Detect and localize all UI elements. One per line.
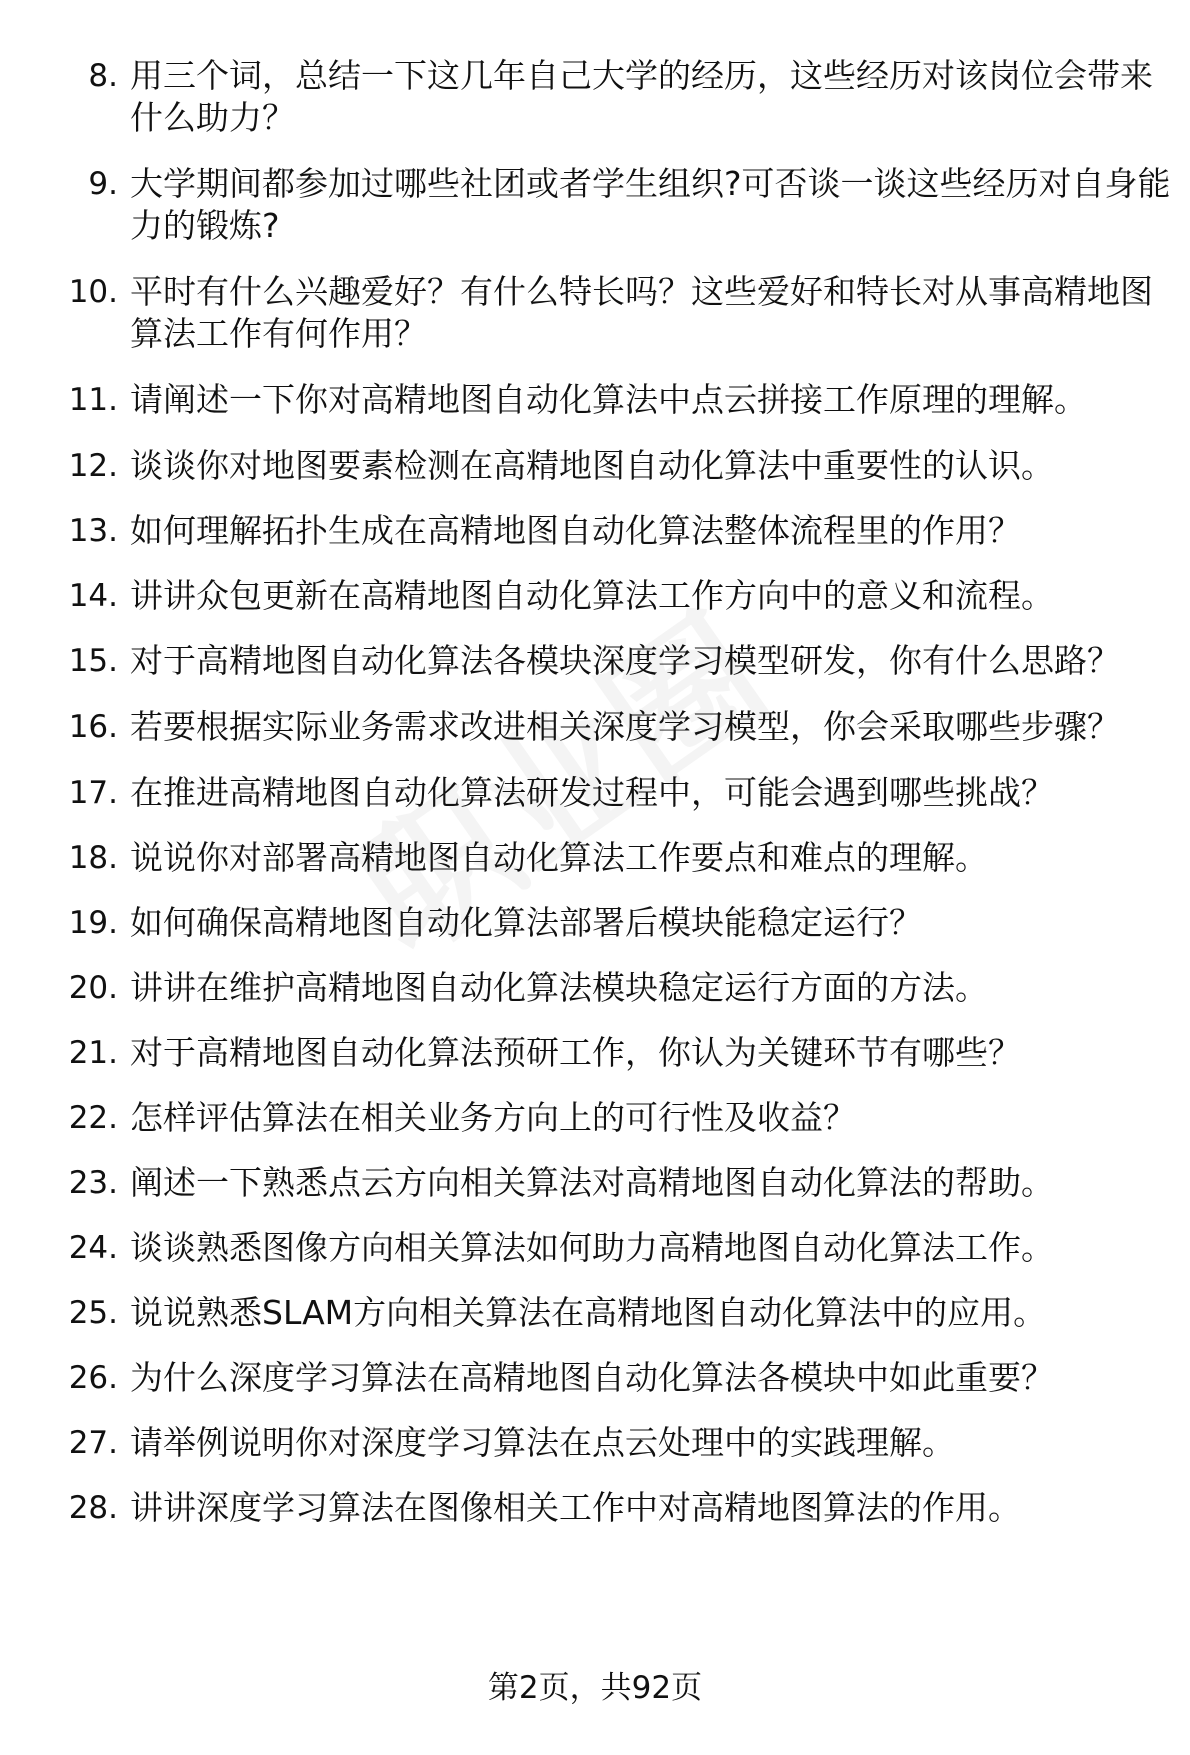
question-number: 8. <box>88 58 118 94</box>
question-number: 12. <box>68 448 118 484</box>
question-number: 11. <box>68 382 118 418</box>
question-text: 大学期间都参加过哪些社团或者学生组织?可否谈一谈这些经历对自身能力的锻炼? <box>130 164 1171 245</box>
question-number: 15. <box>68 643 118 679</box>
question-text: 对于高精地图自动化算法各模块深度学习模型研发，你有什么思路？ <box>130 641 1120 680</box>
list-item <box>55 1292 1175 1334</box>
question-number: 26. <box>68 1360 118 1396</box>
question-text: 讲讲在维护高精地图自动化算法模块稳定运行方面的方法。 <box>130 968 988 1007</box>
question-number: 16. <box>68 709 118 745</box>
question-number: 17. <box>68 775 118 811</box>
question-list <box>55 55 1175 1552</box>
list-item <box>55 967 1175 1009</box>
list-item <box>55 1357 1175 1399</box>
question-number: 24. <box>68 1230 118 1266</box>
list-item <box>55 55 1175 139</box>
question-text: 谈谈你对地图要素检测在高精地图自动化算法中重要性的认识。 <box>130 446 1054 485</box>
question-text: 说说你对部署高精地图自动化算法工作要点和难点的理解。 <box>130 838 988 877</box>
question-text: 阐述一下熟悉点云方向相关算法对高精地图自动化算法的帮助。 <box>130 1163 1054 1202</box>
list-item <box>55 902 1175 944</box>
list-item <box>55 575 1175 617</box>
question-text: 谈谈熟悉图像方向相关算法如何助力高精地图自动化算法工作。 <box>130 1228 1054 1267</box>
list-item <box>55 772 1175 814</box>
question-number: 9. <box>88 166 118 202</box>
list-item <box>55 1032 1175 1074</box>
question-number: 25. <box>68 1295 118 1331</box>
question-number: 10. <box>68 274 118 310</box>
list-item <box>55 1487 1175 1529</box>
question-number: 18. <box>68 840 118 876</box>
question-number: 23. <box>68 1165 118 1201</box>
page-number-footer: 第2页，共92页 <box>487 1670 703 1706</box>
list-item <box>55 510 1175 552</box>
question-text: 如何确保高精地图自动化算法部署后模块能稳定运行？ <box>130 903 922 942</box>
question-text: 在推进高精地图自动化算法研发过程中，可能会遇到哪些挑战？ <box>130 773 1054 812</box>
question-number: 21. <box>68 1035 118 1071</box>
question-text: 请阐述一下你对高精地图自动化算法中点云拼接工作原理的理解。 <box>130 380 1087 419</box>
question-number: 19. <box>68 905 118 941</box>
list-item <box>55 1162 1175 1204</box>
list-item <box>55 1227 1175 1269</box>
question-number: 20. <box>68 970 118 1006</box>
question-text: 请举例说明你对深度学习算法在点云处理中的实践理解。 <box>130 1423 955 1462</box>
question-number: 22. <box>68 1100 118 1136</box>
list-item <box>55 1097 1175 1139</box>
list-item <box>55 1422 1175 1464</box>
list-item <box>55 379 1175 421</box>
list-item <box>55 445 1175 487</box>
question-number: 28. <box>68 1490 118 1526</box>
list-item <box>55 640 1175 682</box>
question-number: 13. <box>68 513 118 549</box>
question-text: 怎样评估算法在相关业务方向上的可行性及收益？ <box>130 1098 856 1137</box>
question-text: 用三个词，总结一下这几年自己大学的经历，这些经历对该岗位会带来什么助力？ <box>130 56 1153 137</box>
question-text: 讲讲深度学习算法在图像相关工作中对高精地图算法的作用。 <box>130 1488 1021 1527</box>
question-number: 14. <box>68 578 118 614</box>
question-text: 若要根据实际业务需求改进相关深度学习模型，你会采取哪些步骤？ <box>130 707 1120 746</box>
question-text: 讲讲众包更新在高精地图自动化算法工作方向中的意义和流程。 <box>130 576 1054 615</box>
list-item <box>55 706 1175 748</box>
question-text: 对于高精地图自动化算法预研工作，你认为关键环节有哪些？ <box>130 1033 1021 1072</box>
question-text: 平时有什么兴趣爱好？有什么特长吗？这些爱好和特长对从事高精地图算法工作有何作用？ <box>130 272 1153 353</box>
list-item <box>55 837 1175 879</box>
question-number: 27. <box>68 1425 118 1461</box>
question-text: 如何理解拓扑生成在高精地图自动化算法整体流程里的作用？ <box>130 511 1021 550</box>
question-text: 为什么深度学习算法在高精地图自动化算法各模块中如此重要？ <box>130 1358 1054 1397</box>
question-text: 说说熟悉SLAM方向相关算法在高精地图自动化算法中的应用。 <box>130 1293 1047 1332</box>
list-item <box>55 271 1175 355</box>
list-item <box>55 163 1175 247</box>
